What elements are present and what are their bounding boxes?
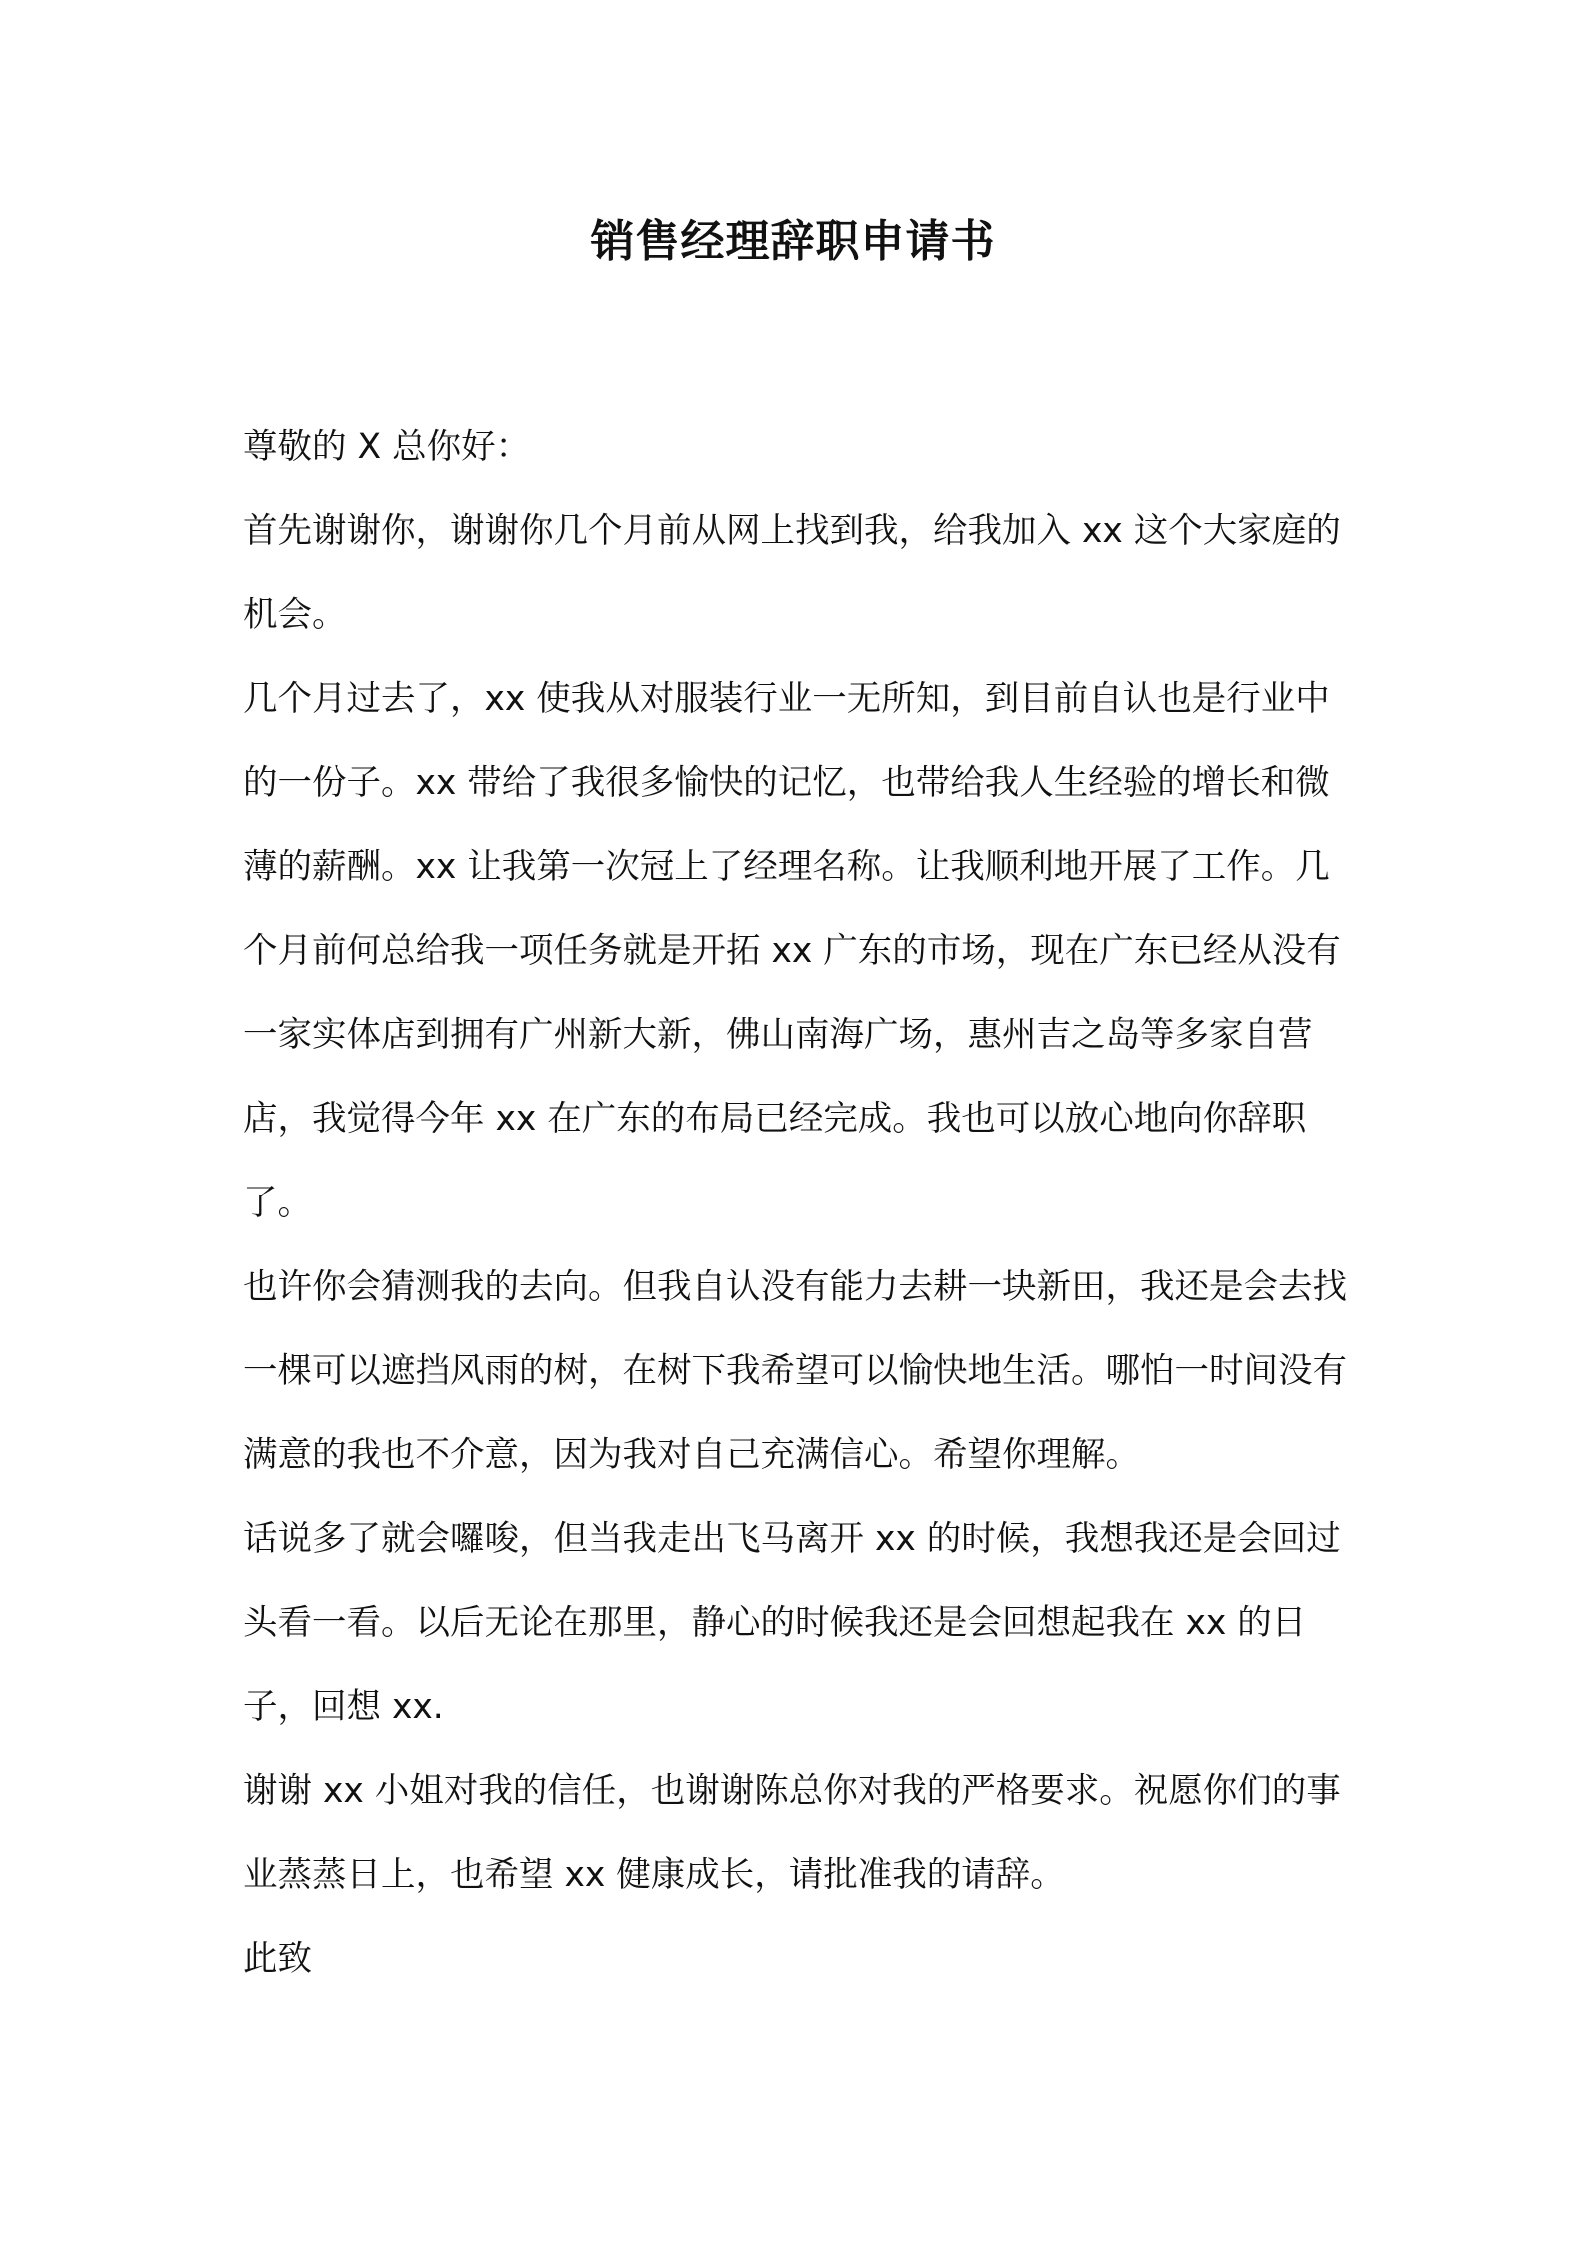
paragraph-future: 也许你会猜测我的去向。但我自认没有能力去耕一块新田，我还是会去找一棵可以遮挡风雨的树，在树下我希望可以愉快地生活。哪怕一时间没有满意的我也不介意，因为我对自己充满信心。希望你理解。 [243, 1267, 1347, 1475]
letter-body [243, 405, 1355, 2001]
paragraph-gratitude: 谢谢 xx 小姐对我的信任，也谢谢陈总你对我的严格要求。祝愿你们的事业蒸蒸日上，也希望 xx 健康成长，请批准我的请辞。 [243, 1771, 1341, 1895]
paragraph-experience: 几个月过去了，xx 使我从对服装行业一无所知，到目前自认也是行业中的一份子。xx 带给了我很多愉快的记忆，也带给我人生经验的增长和微薄的薪酬。xx 让我第一次冠上了经理名称。让我顺利地开展了工作。几个月前何总给我一项任务就是开拓 xx 广东的市场，现在广东已经从没有一家实体店到拥有广州新大新，佛山南海广场，惠州吉之岛等多家自营店，我觉得今年 xx 在广东的布局已经完成。我也可以放心地向你辞职了。 [243, 679, 1341, 1223]
paragraph-farewell: 话说多了就会囉唆，但当我走出飞马离开 xx 的时候，我想我还是会回过头看一看。以后无论在那里，静心的时候我还是会回想起我在 xx 的日子，回想 xx. [243, 1519, 1341, 1727]
closing: 此致 [243, 1939, 312, 1979]
paragraph-thanks: 首先谢谢你，谢谢你几个月前从网上找到我，给我加入 xx 这个大家庭的机会。 [243, 511, 1341, 635]
document-title: 销售经理辞职申请书 [590, 216, 996, 267]
greeting: 尊敬的 X 总你好： [243, 427, 531, 467]
